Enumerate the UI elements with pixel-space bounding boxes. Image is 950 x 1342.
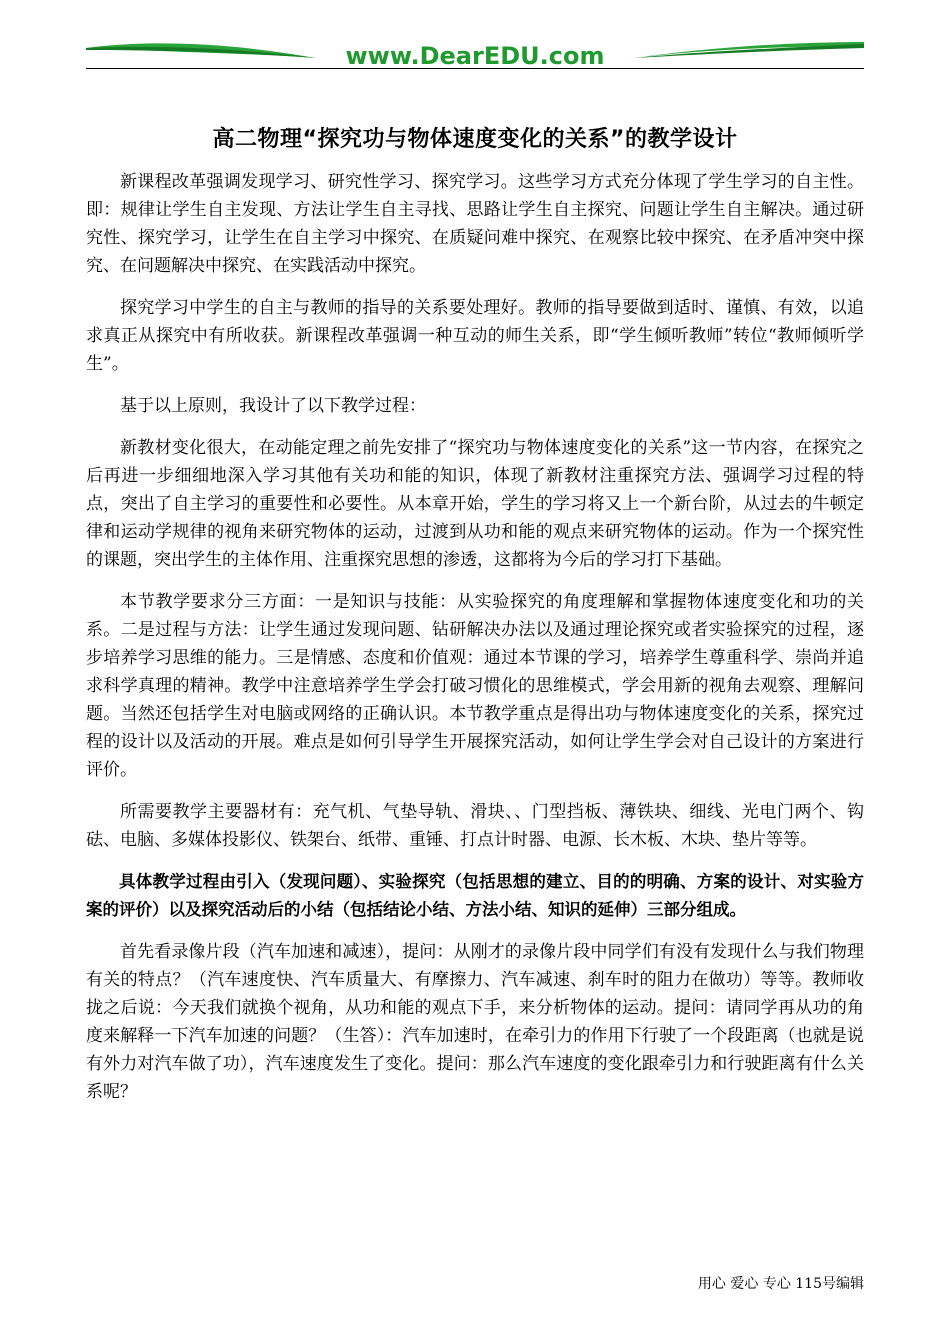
site-header-banner (86, 36, 864, 70)
document-body (86, 168, 864, 1120)
paragraph-6: 所需要教学主要器材有：充气机、气垫导轨、滑块、、门型挡板、薄铁块、细线、光电门两个、钩砝、电脑、多媒体投影仪、铁架台、纸带、重锤、打点计时器、电源、长木板、木块、垫片等等。 (86, 802, 864, 850)
site-url-text: www.DearEDU.com (345, 42, 605, 70)
paragraph-5: 本节教学要求分三方面：一是知识与技能：从实验探究的角度理解和掌握物体速度变化和功的关系。二是过程与方法：让学生通过发现问题、钻研解决办法以及通过理论探究或者实验探究的过程，逐步培养学习思维的能力。三是情感、态度和价值观：通过本节课的学习，培养学生尊重科学、崇尚并追求科学真理的精神。教学中注意培养学生学会打破习惯化的思维模式，学会用新的视角去观察、理解问题。当然还包括学生对电脑或网络的正确认识。本节教学重点是得出功与物体速度变化的关系，探究过程的设计以及活动的开展。难点是如何引导学生开展探究活动，如何让学生学会对自己设计的方案进行评价。 (86, 592, 864, 780)
header-divider (86, 68, 864, 69)
paragraph-2: 探究学习中学生的自主与教师的指导的关系要处理好。教师的指导要做到适时、谨慎、有效，以追求真正从探究中有所收获。新课程改革强调一种互动的师生关系，即“学生倾听教师”转位“教师倾听学生”。 (86, 298, 864, 374)
left-leaf-shade (86, 47, 316, 58)
paragraph-3: 基于以上原则，我设计了以下教学过程： (120, 396, 426, 416)
paragraph-7-bold: 具体教学过程由引入（发现问题）、实验探究（包括思想的建立、目的的明确、方案的设计、对实验方案的评价）以及探究活动后的小结（包括结论小结、方法小结、知识的延伸）三部分组成。 (86, 872, 864, 919)
paragraph-8: 首先看录像片段（汽车加速和减速），提问：从刚才的录像片段中同学们有没有发现什么与我们物理有关的特点？（汽车速度快、汽车质量大、有摩擦力、汽车减速、刹车时的阻力在做功）等等。教师收拢之后说：今天我们就换个视角，从功和能的观点下手，来分析物体的运动。提问：请同学再从功的角度来解释一下汽车加速的问题？（生答）：汽车加速时，在牵引力的作用下行驶了一个段距离（也就是说有外力对汽车做了功），汽车速度发生了变化。提问：那么汽车速度的变化跟牵引力和行驶距离有什么关系呢？ (86, 942, 864, 1102)
paragraph-4: 新教材变化很大，在动能定理之前先安排了“探究功与物体速度变化的关系”这一节内容，在探究之后再进一步细细地深入学习其他有关功和能的知识，体现了新教材注重探究方法、强调学习过程的特点，突出了自主学习的重要性和必要性。从本章开始，学生的学习将又上一个新台阶，从过去的牛顿定律和运动学规律的视角来研究物体的运动，过渡到从功和能的观点来研究物体的运动。作为一个探究性的课题，突出学生的主体作用、注重探究思想的渗透，这都将为今后的学习打下基础。 (86, 438, 864, 570)
leaf-swoosh-logo (86, 36, 864, 70)
paragraph-1: 新课程改革强调发现学习、研究性学习、探究学习。这些学习方式充分体现了学生学习的自主性。即：规律让学生自主发现、方法让学生自主寻找、思路让学生自主探究、问题让学生自主解决。通过研究性、探究学习，让学生在自主学习中探究、在质疑问难中探究、在观察比较中探究、在矛盾冲突中探究、在问题解决中探究、在实践活动中探究。 (86, 172, 864, 276)
page-footer: 用心 爱心 专心 115号编辑 (697, 1276, 864, 1292)
page-title: 高二物理“探究功与物体速度变化的关系”的教学设计 (212, 127, 738, 152)
